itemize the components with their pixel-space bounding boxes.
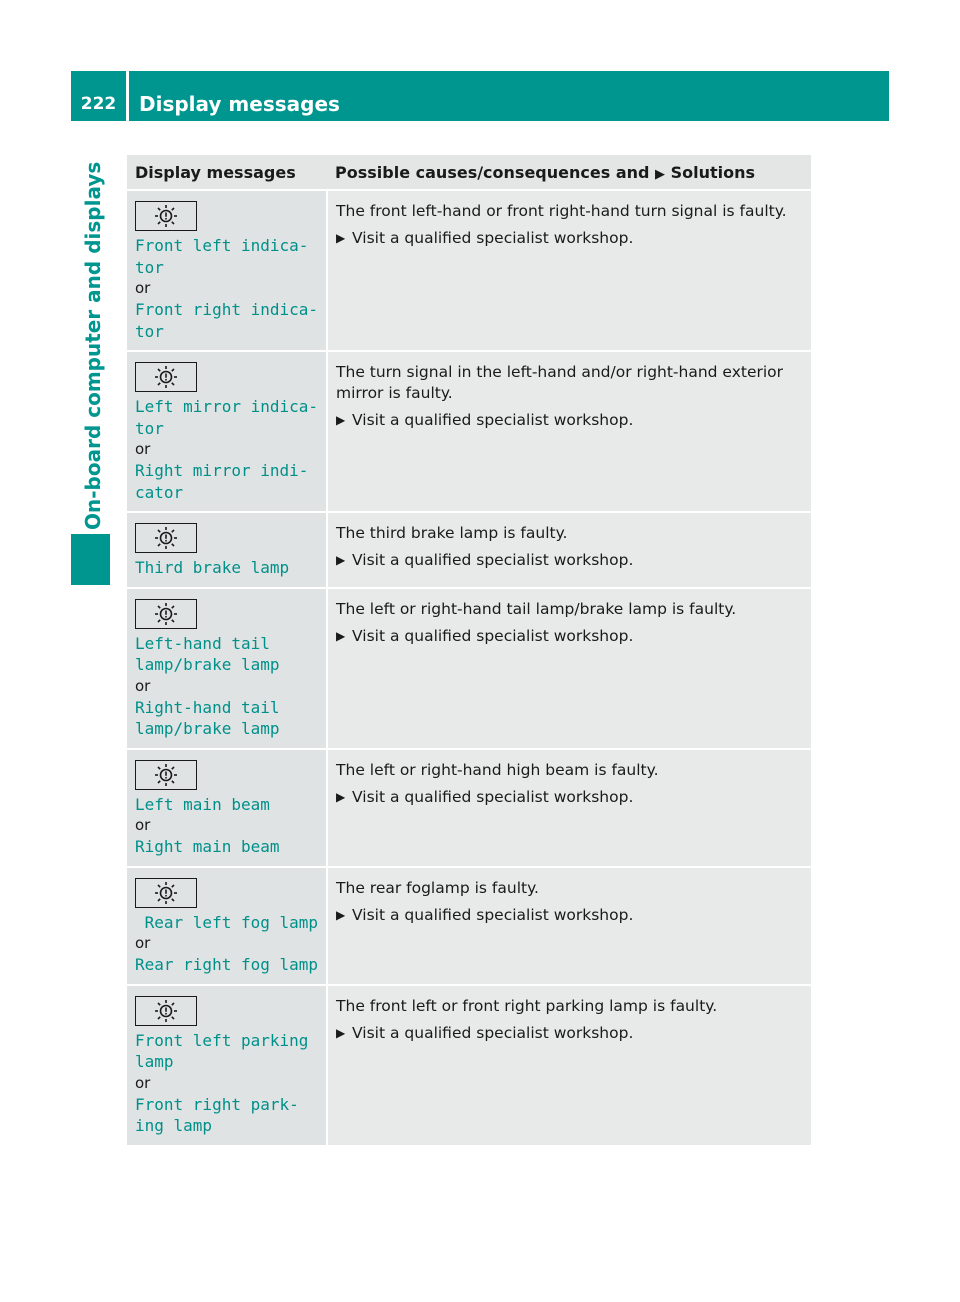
solution-arrow-icon: ▶	[336, 413, 346, 427]
display-message-text: Left-hand tail lamp/brake lamp	[135, 633, 280, 674]
solution-item	[336, 626, 803, 647]
display-message-cell	[127, 867, 327, 985]
column-header-display-messages: Display messages	[127, 155, 327, 190]
display-message-cell	[127, 588, 327, 749]
icon-frame	[135, 760, 197, 790]
icon-frame	[135, 362, 197, 392]
icon-frame	[135, 599, 197, 629]
display-message-cell	[127, 190, 327, 351]
cause-text: The third brake lamp is faulty.	[336, 524, 568, 542]
side-tab-label: On-board computer and displays	[81, 161, 105, 530]
solution-item	[336, 228, 803, 249]
solution-arrow-icon: ▶	[336, 907, 346, 922]
solution-text: Visit a qualified specialist workshop.	[352, 411, 634, 429]
cause-solution-cell	[327, 190, 811, 351]
icon-frame	[135, 996, 197, 1026]
display-message-text-alt: Right mirror indi- cator	[135, 461, 309, 502]
display-message-text: Third brake lamp	[135, 558, 290, 577]
cause-solution-cell	[327, 749, 811, 867]
solution-item	[336, 410, 803, 431]
bulb-warning-icon	[153, 526, 179, 550]
display-message-text-alt: Rear right fog lamp	[135, 955, 319, 974]
or-separator: or	[135, 1073, 151, 1092]
table-row	[127, 749, 811, 867]
bulb-warning-icon	[153, 881, 179, 905]
solution-text: Visit a qualified specialist workshop.	[352, 787, 634, 806]
solution-text: Visit a qualified specialist workshop.	[352, 905, 634, 924]
solution-item	[336, 787, 803, 808]
cause-text: The turn signal in the left-hand and/or right-hand exterior mirror is faulty.	[336, 363, 784, 402]
cause-solution-cell	[327, 985, 811, 1146]
cause-solution-cell	[327, 588, 811, 749]
page-title: Display messages	[139, 92, 340, 116]
cause-text: The left or right-hand tail lamp/brake lamp is faulty.	[336, 599, 737, 618]
or-separator: or	[135, 440, 151, 458]
cause-solution-cell	[327, 867, 811, 985]
display-message-text-alt: Front right park- ing lamp	[135, 1094, 299, 1135]
icon-frame	[135, 878, 197, 908]
column-header-causes-solutions	[327, 155, 811, 190]
table-row	[127, 985, 811, 1146]
table-header-row	[127, 155, 811, 190]
cause-text: The rear foglamp is faulty.	[336, 878, 539, 897]
solution-arrow-icon: ▶	[336, 231, 346, 245]
bulb-warning-icon	[153, 999, 179, 1023]
display-message-text: Front left parking lamp	[135, 1030, 309, 1071]
display-message-text-alt: Front right indica- tor	[135, 300, 319, 341]
display-messages-table	[127, 155, 811, 1147]
or-separator: or	[135, 816, 151, 834]
side-tab-marker	[71, 534, 110, 585]
display-message-text: Front left indica- tor	[135, 236, 309, 277]
or-separator: or	[135, 676, 151, 695]
solution-arrow-icon: ▶	[336, 628, 346, 643]
solution-arrow-icon: ▶	[336, 553, 346, 567]
page-header	[71, 71, 889, 121]
table-row	[127, 588, 811, 749]
solution-text: Visit a qualified specialist workshop.	[352, 626, 634, 645]
solution-text: Visit a qualified specialist workshop.	[352, 229, 634, 247]
icon-frame	[135, 201, 197, 231]
display-message-cell	[127, 512, 327, 588]
table-row	[127, 867, 811, 985]
solution-text: Visit a qualified specialist workshop.	[352, 1023, 634, 1042]
display-message-text-alt: Right-hand tail lamp/brake lamp	[135, 697, 280, 738]
solution-arrow-icon: ▶	[655, 166, 666, 182]
display-message-text: Left main beam	[135, 794, 270, 814]
or-separator: or	[135, 279, 151, 297]
display-message-text-alt: Right main beam	[135, 837, 280, 856]
solution-item	[336, 905, 803, 926]
display-message-text: Left mirror indica- tor	[135, 397, 319, 438]
cause-text: The left or right-hand high beam is faulty.	[336, 760, 659, 779]
solution-arrow-icon: ▶	[336, 789, 346, 804]
table-row	[127, 190, 811, 351]
bulb-warning-icon	[153, 365, 179, 389]
bulb-warning-icon	[153, 602, 179, 626]
table-row	[127, 512, 811, 588]
display-message-cell	[127, 749, 327, 867]
display-message-text: Rear left fog lamp	[135, 912, 319, 932]
icon-frame	[135, 523, 197, 553]
table-row	[127, 351, 811, 512]
cause-solution-cell	[327, 351, 811, 512]
column-header-prefix: Possible causes/consequences and	[335, 162, 650, 182]
solution-text: Visit a qualified specialist workshop.	[352, 551, 634, 569]
column-header-suffix: Solutions	[670, 162, 756, 182]
display-message-cell	[127, 351, 327, 512]
bulb-warning-icon	[153, 204, 179, 228]
header-divider	[126, 71, 129, 121]
solution-item	[336, 550, 803, 571]
solution-arrow-icon: ▶	[336, 1025, 346, 1040]
cause-text: The front left-hand or front right-hand turn signal is faulty.	[336, 202, 787, 220]
or-separator: or	[135, 934, 151, 952]
page-number: 222	[80, 94, 117, 114]
bulb-warning-icon	[153, 763, 179, 787]
solution-item	[336, 1023, 803, 1044]
cause-text: The front left or front right parking lamp is faulty.	[336, 996, 718, 1015]
cause-solution-cell	[327, 512, 811, 588]
display-message-cell	[127, 985, 327, 1146]
